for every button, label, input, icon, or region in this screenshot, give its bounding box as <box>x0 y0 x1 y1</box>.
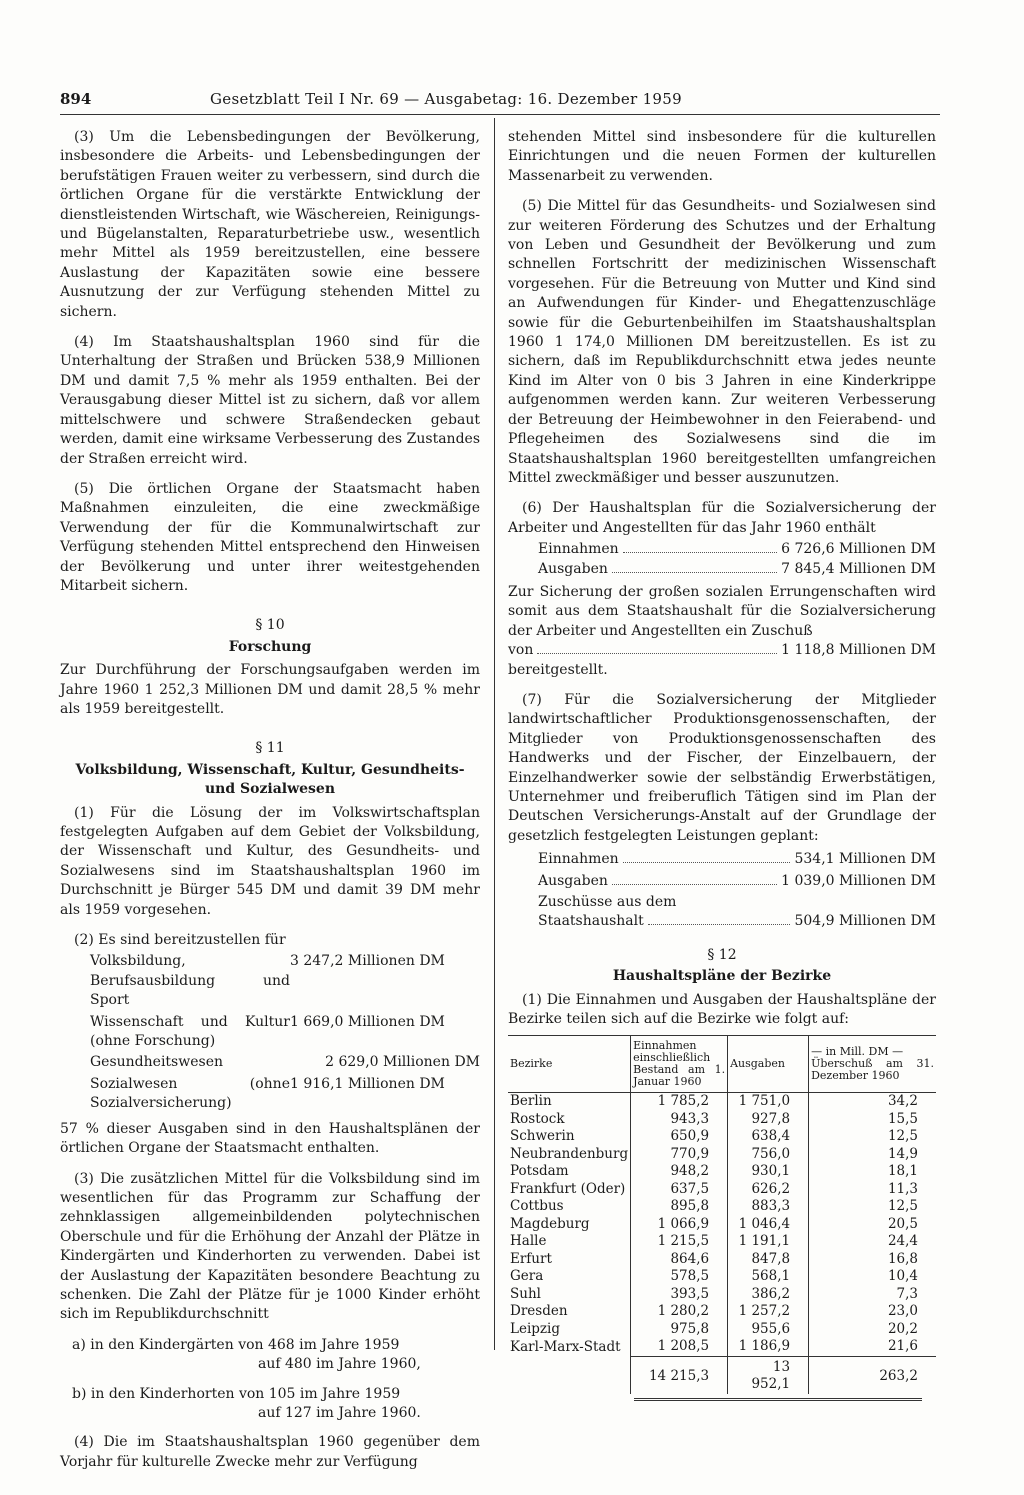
table-row <box>508 1163 936 1181</box>
dva-row <box>508 850 936 869</box>
total-ueberschuss: 263,2 <box>809 1356 936 1394</box>
district-einnahmen: 650,9 <box>631 1128 728 1146</box>
district-einnahmen: 943,3 <box>631 1111 728 1129</box>
table-row <box>508 1321 936 1339</box>
table-row <box>508 1286 936 1304</box>
allocation-row <box>60 1053 480 1072</box>
leader-dots <box>623 552 777 553</box>
district-ausgaben: 955,6 <box>728 1321 809 1339</box>
section-10-text: Zur Durchführung der Forschungsaufgaben werden im Jahre 1960 1 252,3 Millionen DM und damit 28,5 % mehr als 1959 bereitgestellt. <box>60 662 480 717</box>
subsidy-von: von <box>508 642 534 659</box>
table-row <box>508 1128 936 1146</box>
paragraph-6-tail <box>508 583 936 680</box>
dva-row <box>508 872 936 891</box>
section-10-number: § 10 <box>255 617 285 634</box>
district-name: Berlin <box>510 1093 552 1110</box>
allocation-list <box>60 931 480 1114</box>
allocation-value: 1 669,0 Millionen DM <box>290 1013 445 1030</box>
item-a-line-2: auf 480 im Jahre 1960, <box>258 1356 421 1373</box>
district-ueberschuss: 34,2 <box>809 1093 936 1111</box>
budget-row <box>508 540 936 559</box>
district-ausgaben: 1 186,9 <box>728 1338 809 1356</box>
table-row <box>508 1303 936 1321</box>
section-10-title: Forschung <box>228 638 312 655</box>
dva-label: Staatshaushalt <box>538 913 644 930</box>
tail-end: bereitgestellt. <box>508 661 608 678</box>
allocation-value: 1 916,1 Millionen DM <box>290 1075 445 1092</box>
table-row <box>508 1181 936 1199</box>
allocation-note: 57 % dieser Ausgaben sind in den Haushaltsplänen der örtlichen Organe der Staatsmacht enthalten. <box>60 1120 480 1157</box>
district-ausgaben: 1 191,1 <box>728 1233 809 1251</box>
district-ueberschuss: 21,6 <box>809 1338 936 1356</box>
district-name: Dresden <box>510 1303 568 1320</box>
district-name: Magdeburg <box>510 1215 590 1232</box>
district-name: Gera <box>510 1268 544 1285</box>
section-11-paragraph-4: (4) Die im Staatshaushaltsplan 1960 gegenüber dem Vorjahr für kulturelle Zwecke mehr zur Verfügung <box>60 1434 480 1470</box>
table-total-row <box>508 1356 936 1394</box>
district-ausgaben: 1 046,4 <box>728 1216 809 1234</box>
leader-dots <box>612 572 777 573</box>
allocation-row <box>60 1013 480 1052</box>
subsidy-value: 1 118,8 Millionen DM <box>781 642 936 659</box>
allocation-value: 2 629,0 Millionen DM <box>325 1054 480 1071</box>
right-column <box>508 128 936 1401</box>
district-ausgaben: 756,0 <box>728 1146 809 1164</box>
district-ueberschuss: 12,5 <box>809 1198 936 1216</box>
allocation-row <box>60 952 480 1010</box>
item-a-line-1: a) in den Kindergärten von 468 im Jahre 1959 <box>72 1336 400 1353</box>
section-11-paragraph-1: (1) Für die Lösung der im Volkswirtschaftsplan festgelegten Aufgaben auf dem Gebiet der Volksbildung, der Wissenschaft und Kultur, des Gesundheits- und Sozialwesens sind im Staatshaushaltsplan 1960 im Durchschnitt je Bürger 545 DM und damit 39 DM mehr als 1959 vorgesehen. <box>60 804 480 918</box>
budget-label: Ausgaben <box>538 560 608 577</box>
paragraph-5: (5) Die örtlichen Organe der Staatsmacht haben Maßnahmen einzuleiten, die eine zweckmäßige Verwendung der für die Kommunalwirtschaft zur Verfügung stehenden Mittel entsprechend den Hinweisen der Bevölkerung und unter ihrer weitestgehenden Mitarbeit sichern. <box>60 480 480 594</box>
district-name: Leipzig <box>510 1320 560 1337</box>
district-ueberschuss: 20,5 <box>809 1216 936 1234</box>
district-budget-table <box>508 1035 936 1394</box>
district-ausgaben: 883,3 <box>728 1198 809 1216</box>
paragraph-4-continued: stehenden Mittel sind insbesondere für die kulturellen Einrichtungen und die neuen Formen der kulturellen Massenarbeit zu verwenden. <box>508 129 936 184</box>
table-row <box>508 1216 936 1234</box>
dva-subsidy-label-1: Zuschüsse aus dem <box>538 894 677 911</box>
district-einnahmen: 770,9 <box>631 1146 728 1164</box>
total-einnahmen: 14 215,3 <box>631 1356 728 1394</box>
ueberschuss-label: Überschuß am 31. Dezember 1960 <box>811 1057 934 1083</box>
district-ueberschuss: 12,5 <box>809 1128 936 1146</box>
district-ausgaben: 568,1 <box>728 1268 809 1286</box>
section-11-title: Volksbildung, Wissenschaft, Kultur, Gesundheits- und Sozialwesen <box>75 761 465 798</box>
left-column <box>60 128 480 1483</box>
unit-label: — in Mill. DM — <box>811 1045 904 1059</box>
district-name: Erfurt <box>510 1250 552 1267</box>
district-name: Neubrandenburg <box>510 1145 629 1162</box>
dva-label: Ausgaben <box>538 872 608 889</box>
table-row <box>508 1268 936 1286</box>
tail-text: Zur Sicherung der großen sozialen Errungenschaften wird somit aus dem Staatshaushalt für die Sozialversicherung der Arbeiter und Angestellten ein Zuschuß <box>508 583 936 639</box>
leader-dots <box>612 884 777 885</box>
paragraph-6: (6) Der Haushaltsplan für die Sozialversicherung der Arbeiter und Angestellten für das Jahr 1960 enthält <box>508 500 936 536</box>
section-12-paragraph-1: (1) Die Einnahmen und Ausgaben der Haushaltspläne der Bezirke teilen sich auf die Bezirke wie folgt auf: <box>508 991 936 1028</box>
district-einnahmen: 1 280,2 <box>631 1303 728 1321</box>
table-row <box>508 1233 936 1251</box>
district-ueberschuss: 10,4 <box>809 1268 936 1286</box>
section-12-number: § 12 <box>707 946 737 963</box>
dva-value: 534,1 Millionen DM <box>794 851 936 868</box>
district-name: Rostock <box>510 1110 565 1127</box>
district-einnahmen: 895,8 <box>631 1198 728 1216</box>
district-einnahmen: 1 208,5 <box>631 1338 728 1356</box>
allocation-label: Volksbildung, Berufsausbildung und Sport <box>90 953 290 1009</box>
district-name: Schwerin <box>510 1128 575 1145</box>
col-ueberschuss <box>809 1036 936 1093</box>
district-einnahmen: 637,5 <box>631 1181 728 1199</box>
district-ausgaben: 638,4 <box>728 1128 809 1146</box>
paragraph-7: (7) Für die Sozialversicherung der Mitglieder landwirtschaftlicher Produktionsgenossenschaften, der Mitglieder von Produktionsgenossenschaften des Handwerks und der Fischer, der Einzelbauern, der Einzelhandwerker sowie der selbständig Erwerbstätigen, Unternehmer und freiberuflich Tätigen sind im Plan der Deutschen Versicherungs-Anstalt auf der Grundlage der gesetzlich festgelegten Leistungen geplant: <box>508 691 936 844</box>
district-ausgaben: 626,2 <box>728 1181 809 1199</box>
district-ausgaben: 847,8 <box>728 1251 809 1269</box>
column-divider <box>494 118 495 1350</box>
gazette-title: Gesetzblatt Teil I Nr. 69 — Ausgabetag: 16. Dezember 1959 <box>210 90 682 108</box>
item-b <box>72 1385 480 1424</box>
paragraph-4: (4) Im Staatshaushaltsplan 1960 sind für die Unterhaltung der Straßen und Brücken 538,9 Millionen DM und damit 7,5 % mehr als 1959 enthalten. Bei der Verausgabung dieser Mittel ist zu sichern, daß vor allem mittelschwere und schwere Straßendecken gebaut werden, damit eine wirksame Verbesserung des Zustandes der Straßen erreicht wird. <box>60 334 480 467</box>
col-einnahmen: Einnahmen einschließlich Bestand am 1. Januar 1960 <box>631 1036 728 1093</box>
allocation-value: 3 247,2 Millionen DM <box>290 953 445 970</box>
budget-value: 6 726,6 Millionen DM <box>781 541 936 558</box>
district-ueberschuss: 15,5 <box>809 1111 936 1129</box>
allocation-intro: (2) Es sind bereitzustellen für <box>74 932 286 949</box>
district-ueberschuss: 20,2 <box>809 1321 936 1339</box>
allocation-label: Gesundheitswesen <box>90 1054 223 1071</box>
district-ueberschuss: 7,3 <box>809 1286 936 1304</box>
section-12-title: Haushaltspläne der Bezirke <box>612 968 832 985</box>
section-11-number: § 11 <box>255 740 285 757</box>
allocation-label: Wissenschaft und Kultur (ohne Forschung) <box>90 1013 290 1050</box>
dva-value: 1 039,0 Millionen DM <box>781 872 936 889</box>
table-row <box>508 1093 936 1111</box>
table-row <box>508 1111 936 1129</box>
district-ausgaben: 930,1 <box>728 1163 809 1181</box>
district-einnahmen: 393,5 <box>631 1286 728 1304</box>
district-name: Karl-Marx-Stadt <box>510 1338 621 1355</box>
district-ueberschuss: 16,8 <box>809 1251 936 1269</box>
budget-value: 7 845,4 Millionen DM <box>781 560 936 577</box>
district-name: Cottbus <box>510 1198 564 1215</box>
district-name: Frankfurt (Oder) <box>510 1180 626 1197</box>
item-b-line-1: b) in den Kinderhorten von 105 im Jahre 1959 <box>72 1385 401 1402</box>
district-einnahmen: 578,5 <box>631 1268 728 1286</box>
district-ueberschuss: 23,0 <box>809 1303 936 1321</box>
table-row <box>508 1338 936 1356</box>
item-b-line-2: auf 127 im Jahre 1960. <box>258 1404 421 1421</box>
district-ueberschuss: 24,4 <box>809 1233 936 1251</box>
district-ueberschuss: 11,3 <box>809 1181 936 1199</box>
page-number: 894 <box>60 90 92 108</box>
district-ausgaben: 1 257,2 <box>728 1303 809 1321</box>
district-ueberschuss: 18,1 <box>809 1163 936 1181</box>
dva-label: Einnahmen <box>538 851 619 868</box>
table-header-row <box>508 1036 936 1093</box>
district-name: Halle <box>510 1233 547 1250</box>
district-ausgaben: 927,8 <box>728 1111 809 1129</box>
table-row <box>508 1146 936 1164</box>
district-ueberschuss: 14,9 <box>809 1146 936 1164</box>
district-einnahmen: 1 785,2 <box>631 1093 728 1111</box>
table-row <box>508 1251 936 1269</box>
district-einnahmen: 864,6 <box>631 1251 728 1269</box>
total-ausgaben: 13 952,1 <box>728 1356 809 1394</box>
dva-value: 504,9 Millionen DM <box>794 913 936 930</box>
district-einnahmen: 1 215,5 <box>631 1233 728 1251</box>
leader-dots <box>537 653 777 654</box>
paragraph-5-health: (5) Die Mittel für das Gesundheits- und Sozialwesen sind zur weiteren Förderung des Schutzes und der Erhaltung von Leben und Gesundheit der Bevölkerung und zum schnellen Fortschritt der medizinischen Wissenschaft vorgesehen. Für die Betreuung von Mutter und Kind sind an Aufwendungen für Kinder- und Ehegattenzuschläge sowie für die Geburtenbeihilfen im Staatshaushaltsplan 1960 1 174,0 Millionen DM bereitzustellen. Es ist zu sichern, daß im Republikdurchschnitt etwa jedes neunte Kind im Alter von 0 bis 3 Jahren in eine Kinderkrippe aufgenommen werden kann. Zur weiteren Verbesserung der Betreuung der Heimbewohner in den Feierabend- und Pflegeheimen des Sozialwesens sind die im Staatshaushaltsplan 1960 bereitgestellten umfangreichen Mittel zweckmäßiger und besser auszunutzen. <box>508 198 936 486</box>
table-row <box>508 1198 936 1216</box>
col-bezirke: Bezirke <box>508 1036 631 1093</box>
total-blank <box>508 1356 631 1394</box>
allocation-row <box>60 1075 480 1114</box>
paragraph-3: (3) Um die Lebensbedingungen der Bevölkerung, insbesondere die Arbeits- und Lebensbedingungen der berufstätigen Frauen weiter zu verbessern, sind durch die örtlichen Organe für die verstärkte Entwicklung der dienstleistenden Wirtschaft, wie Wäschereien, Reinigungs- und Bügelanstalten, Reparaturbetriebe usw., wesentlich mehr Mittel als 1959 bereitzustellen, eine bessere Auslastung der Kapazitäten sowie eine bessere Ausnutzung der zur Verfügung stehenden Mittel zu sichern. <box>60 129 480 320</box>
dva-row <box>508 912 936 931</box>
leader-dots <box>623 862 791 863</box>
page-header <box>60 90 940 115</box>
budget-label: Einnahmen <box>538 541 619 558</box>
col-ausgaben: Ausgaben <box>728 1036 809 1093</box>
district-name: Suhl <box>510 1285 541 1302</box>
district-ausgaben: 1 751,0 <box>728 1093 809 1111</box>
budget-row <box>508 560 936 579</box>
district-ausgaben: 386,2 <box>728 1286 809 1304</box>
item-a <box>72 1336 480 1375</box>
district-einnahmen: 1 066,9 <box>631 1216 728 1234</box>
subsidy-row <box>508 641 936 660</box>
total-double-rule <box>634 1394 922 1401</box>
district-einnahmen: 948,2 <box>631 1163 728 1181</box>
allocation-label: Sozialwesen (ohne Sozialversicherung) <box>90 1075 290 1112</box>
district-name: Potsdam <box>510 1163 569 1180</box>
district-einnahmen: 975,8 <box>631 1321 728 1339</box>
leader-dots <box>648 924 791 925</box>
section-11-paragraph-3: (3) Die zusätzlichen Mittel für die Volksbildung sind im wesentlichen für das Programm zur Schaffung der zehnklassigen allgemeinbildenden polytechnischen Oberschule und für die Erhöhung der Anzahl der Plätze in Kindergärten und Kinderhorten zu verwenden. Dabei ist der Auslastung der Kapazitäten besondere Beachtung zu schenken. Die Zahl der Plätze für je 1000 Kinder erhöht sich im Republikdurchschnitt <box>60 1170 480 1323</box>
